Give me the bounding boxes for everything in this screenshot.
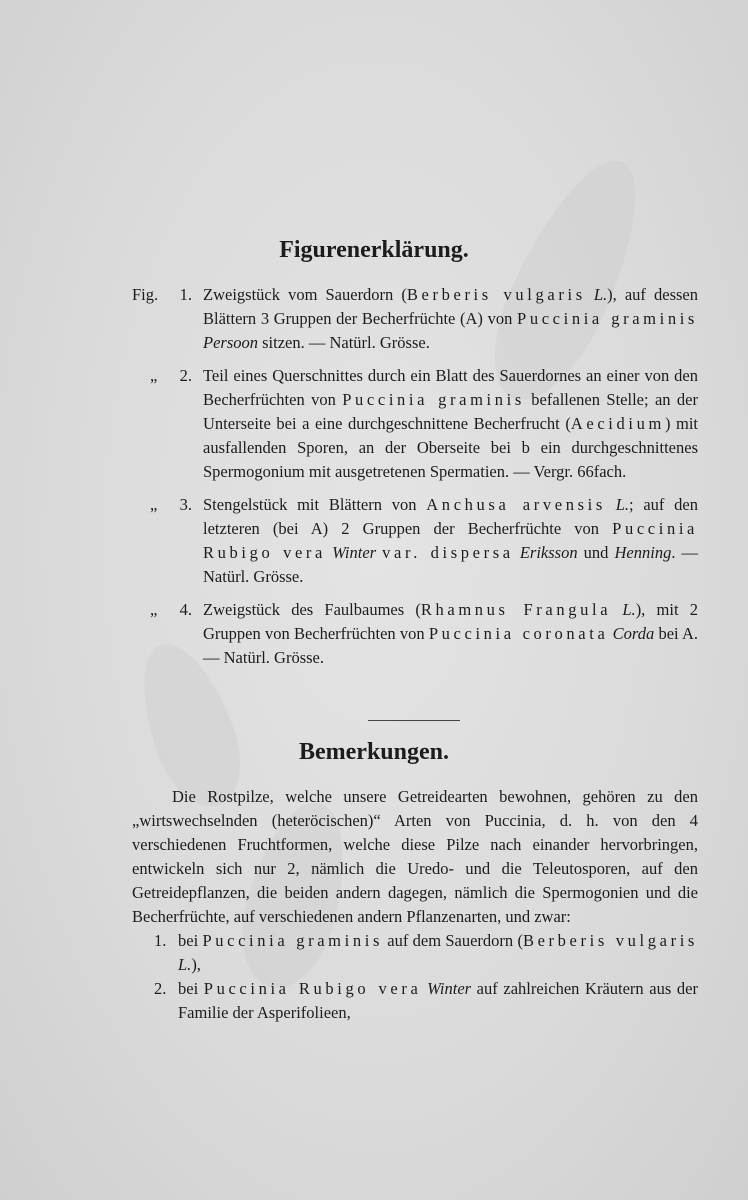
text-segment: Stengelstück mit Blättern von xyxy=(203,495,427,514)
spaced-taxon-name: Puccinia Rubigo vera xyxy=(203,519,698,562)
text-segment: bei xyxy=(178,931,203,950)
remarks-list-item: 1. bei Puccinia graminis auf dem Sauerdorn (Berberis vulgaris L.), xyxy=(154,931,698,974)
spaced-taxon-name: Anchusa arvensis xyxy=(426,495,606,514)
italic-author-name: Corda xyxy=(612,624,655,643)
spaced-taxon-name: Puccinia graminis xyxy=(342,390,525,409)
text-segment: auf zahlreichen Kräutern aus der Familie der Asperifolieen, xyxy=(178,979,698,1022)
text-segment: . — Natürl. Grösse. xyxy=(203,543,699,586)
text-segment: ), xyxy=(191,955,201,974)
text-segment xyxy=(606,495,616,514)
italic-author-name: Eriksson xyxy=(519,543,578,562)
text-segment: befallenen Stelle; an der Unterseite bei a eine durchgeschnittene Becherfrucht ( xyxy=(203,390,698,433)
italic-author-name: Winter xyxy=(427,979,472,998)
figure-legend-heading: Figurenerklärung. xyxy=(279,237,469,263)
figure-entry xyxy=(132,598,698,670)
figure-number: „ 4. xyxy=(150,600,192,619)
spaced-taxon-name: Berberis vulgaris xyxy=(522,931,698,950)
figure-description xyxy=(203,366,698,481)
text-segment: ) mit ausfallenden Sporen, an der Oberseite bei b ein durchgeschnittenes Spermogonium mit ausgetretenen Spermatien. — Vergr. 66fach. xyxy=(203,414,699,481)
figure-description xyxy=(203,495,698,586)
text-segment: Zweigstück des Faulbaumes ( xyxy=(203,600,421,619)
figure-legend-list xyxy=(132,283,698,679)
text-segment: Teil eines Querschnittes durch ein Blatt des Sauerdornes an einer von den Becherfrüchten von xyxy=(203,366,698,409)
remarks-paragraph: Die Rostpilze, welche unsere Getreidearten bewohnen, gehören zu den „wirtswechselnden (heteröcischen)“ Arten von Puccinia, d. h. von den 4 verschiedenen Fruchtformen, welche diese Pilze nach einander hervorbringen, entwickeln sich nur 2, nämlich die Uredo- und die Teleutosporen, auf den Getreidepflanzen, die beiden andern dagegen, nämlich die Spermogonien und die Becherfrüchte, auf verschiedenen andern Pflanzenarten, und zwar: xyxy=(132,787,698,926)
figure-entry xyxy=(132,364,698,484)
italic-author-name: Winter xyxy=(332,543,377,562)
text-segment: ), auf dessen Blättern 3 Gruppen der Becherfrüchte (A) von xyxy=(203,285,699,328)
remarks-body xyxy=(132,785,698,1025)
remarks-list-item: 2. bei Puccinia Rubigo vera Winter auf zahlreichen Kräutern aus der Familie der Asperifolieen, xyxy=(154,979,698,1022)
text-segment: auf dem Sauerdorn ( xyxy=(383,931,523,950)
figure-entry xyxy=(132,493,698,589)
figure-number: „ 2. xyxy=(150,366,192,385)
figure-description xyxy=(203,600,698,667)
text-segment: ), mit 2 Gruppen von Becherfrüchten von xyxy=(203,600,698,643)
italic-author-name: L. xyxy=(622,600,636,619)
text-segment: Zweigstück vom Sauerdorn ( xyxy=(203,285,407,304)
spaced-taxon-name: Puccinia graminis xyxy=(202,931,384,950)
figure-number: „ 3. xyxy=(150,495,192,514)
remarks-heading: Bemerkungen. xyxy=(299,739,449,765)
spaced-taxon-name: Berberis vulgaris xyxy=(406,285,586,304)
spaced-taxon-name: Puccinia coronata xyxy=(428,624,609,643)
text-segment: ; auf den letzteren (bei A) 2 Gruppen der Becherfrüchte von xyxy=(203,495,698,538)
text-segment: sitzen. — Natürl. Grösse. xyxy=(258,333,430,352)
spaced-taxon-name: Rhamnus Frangula xyxy=(420,600,612,619)
section-divider xyxy=(368,720,460,721)
spaced-taxon-name: Aecidium xyxy=(570,414,665,433)
italic-author-name: Persoon xyxy=(203,333,258,352)
spaced-taxon-name: Puccinia graminis xyxy=(517,309,698,328)
italic-author-name: L. xyxy=(178,955,192,974)
spaced-taxon-name: Puccinia Rubigo vera xyxy=(203,979,422,998)
text-segment: bei A. — Natürl. Grösse. xyxy=(203,624,698,667)
text-segment: bei xyxy=(178,979,204,998)
text-segment xyxy=(611,600,622,619)
text-segment xyxy=(586,285,594,304)
italic-author-name: L. xyxy=(593,285,608,304)
spaced-taxon-name: var. dispersa xyxy=(382,543,514,562)
text-segment: und xyxy=(577,543,615,562)
italic-author-name: Henning xyxy=(614,543,672,562)
figure-entry xyxy=(132,283,698,355)
italic-author-name: L. xyxy=(615,495,629,514)
figure-description xyxy=(203,285,698,352)
figure-number: Fig. 1. xyxy=(132,285,192,304)
